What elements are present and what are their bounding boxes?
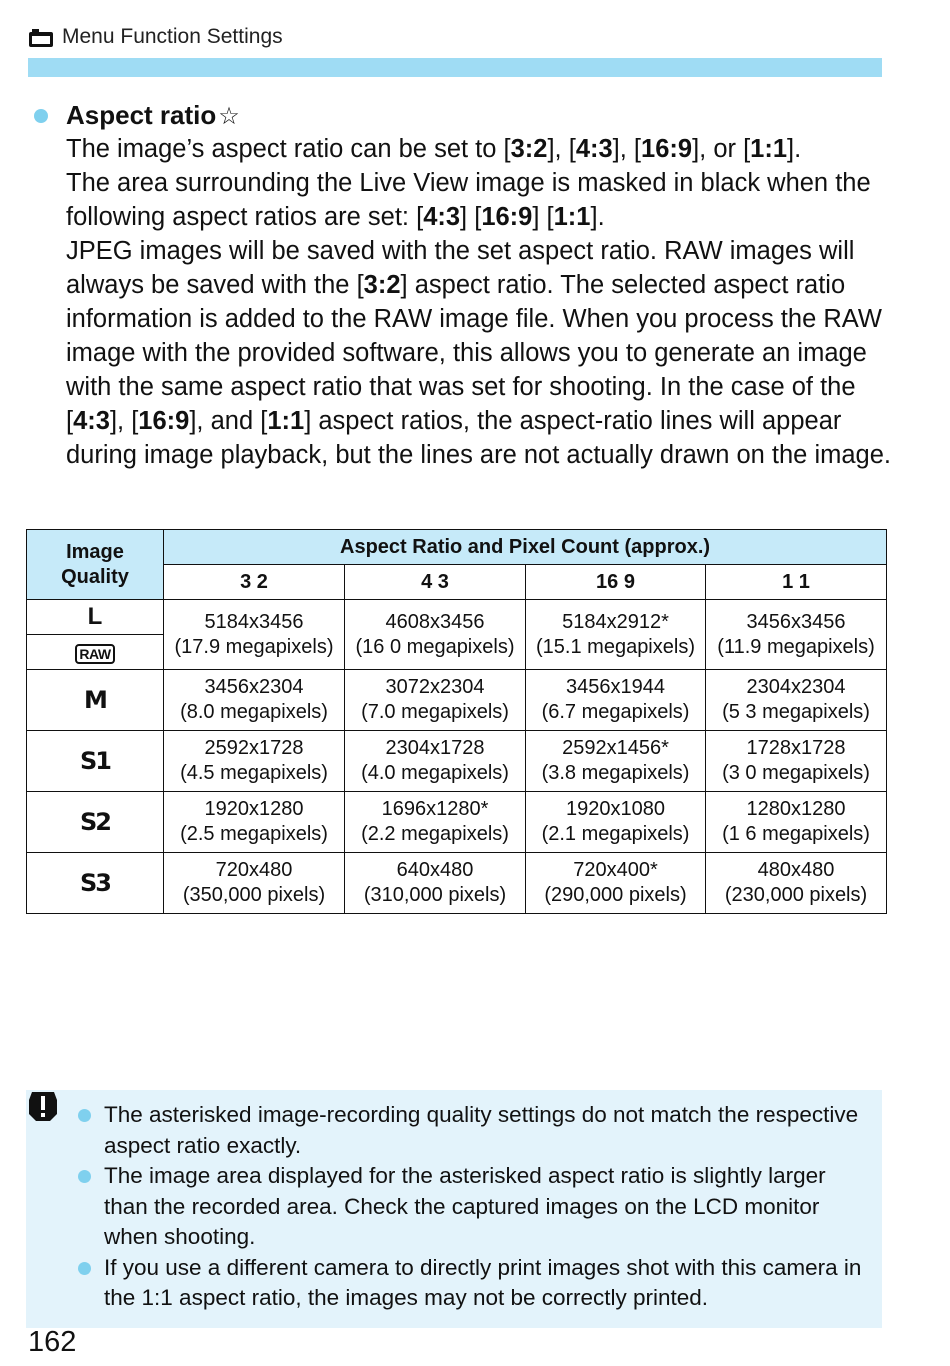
bullet-icon: [34, 109, 48, 123]
text-run: ], [: [109, 407, 139, 435]
list-item: [74, 1161, 864, 1253]
text-run: ], and [: [189, 407, 268, 435]
image-quality-header: [27, 530, 164, 600]
bullet-icon: [78, 1262, 91, 1275]
table-cell: [164, 792, 345, 853]
aspect-ratio-pixel-header: Aspect Ratio and Pixel Count (approx.): [164, 530, 887, 565]
table-cell: [345, 853, 526, 914]
star-icon: ☆: [218, 103, 240, 130]
text-run: ] aspect ratios, the aspect-ratio lines will appear during image playback, but the lines are not actually drawn on the image.: [66, 407, 891, 469]
pixel-count: (3.8 megapixels): [541, 762, 690, 784]
text-run: ] [: [460, 203, 482, 231]
pixel-dimensions: 1728x1728: [746, 737, 846, 759]
pixel-count: (290,000 pixels): [544, 884, 687, 906]
pixel-dimensions: 2304x2304: [746, 676, 846, 698]
table-cell: [706, 670, 887, 731]
pixel-count: (16 0 megapixels): [355, 635, 515, 658]
pixel-count: (1 6 megapixels): [722, 823, 870, 845]
table-cell: [345, 600, 526, 670]
table-row: [27, 670, 887, 731]
pixel-count: (310,000 pixels): [363, 884, 507, 906]
page-header: [28, 22, 283, 52]
table-cell: [526, 731, 706, 792]
pixel-count: (3 0 megapixels): [722, 762, 870, 784]
paragraph-settable-ratios: [66, 132, 896, 166]
aspect-ratio-table: [26, 529, 887, 914]
text-run: ], [: [612, 135, 642, 163]
quality-label-s3: S3: [27, 853, 164, 914]
table-cell: [345, 670, 526, 731]
quality-label-raw: [27, 635, 164, 670]
camera-icon: [28, 28, 54, 46]
pixel-dimensions: 3456x1944: [566, 676, 665, 698]
header-accent-bar: [28, 58, 882, 77]
paragraph-live-view-mask: [66, 166, 896, 234]
pixel-dimensions: 3456x3456: [746, 610, 846, 633]
ratio-header-16-9: 16 9: [526, 565, 706, 600]
ratio-value: 4:3: [575, 135, 613, 163]
pixel-count: (7.0 megapixels): [361, 701, 509, 723]
table-cell: [164, 670, 345, 731]
list-item: [74, 1100, 864, 1161]
pixel-dimensions: 3072x2304: [385, 676, 485, 698]
pixel-dimensions: 2592x1456*: [562, 737, 669, 759]
table-cell: [164, 853, 345, 914]
text-run: ], [: [547, 135, 576, 163]
table-cell: [526, 670, 706, 731]
image-quality-header-line1: Image: [66, 540, 124, 563]
text-run: The area surrounding the Live View image is masked in black when the following aspect ratios are set: [: [66, 169, 871, 231]
table-cell: [706, 600, 887, 670]
table-cell: [345, 731, 526, 792]
table-cell: [526, 600, 706, 670]
text-run: JPEG images will be saved with the set aspect ratio. RAW images will always be saved with the [: [66, 237, 855, 299]
text-run: ].: [590, 203, 605, 231]
pixel-count: (15.1 megapixels): [536, 635, 695, 658]
table-cell: [706, 792, 887, 853]
quality-label-l: L: [27, 600, 164, 635]
table-cell: [345, 792, 526, 853]
ratio-value: 4:3: [423, 203, 461, 231]
table-row: [27, 731, 887, 792]
bullet-icon: [78, 1170, 91, 1183]
ratio-value: 3:2: [510, 135, 548, 163]
text-run: The image’s aspect ratio can be set to [: [66, 135, 511, 163]
table-cell: [706, 853, 887, 914]
pixel-count: (2.1 megapixels): [541, 823, 690, 845]
ratio-value: 16:9: [138, 407, 190, 435]
pixel-count: (5 3 megapixels): [722, 701, 870, 723]
section-title: [66, 96, 240, 136]
list-item: [74, 1253, 864, 1314]
pixel-dimensions: 2592x1728: [204, 737, 304, 759]
pixel-count: (6.7 megapixels): [541, 701, 690, 723]
caution-box: [26, 1090, 882, 1328]
pixel-dimensions: 720x400*: [573, 859, 658, 881]
ratio-value: 16:9: [481, 203, 533, 231]
pixel-dimensions: 1280x1280: [746, 798, 846, 820]
pixel-dimensions: 640x480: [396, 859, 474, 881]
caution-text: The asterisked image-recording quality settings do not match the respective aspect ratio exactly.: [104, 1102, 859, 1158]
table-row: [27, 853, 887, 914]
caution-list: [74, 1100, 864, 1314]
table-cell: [164, 600, 345, 670]
pixel-dimensions: 4608x3456: [385, 610, 485, 633]
pixel-count: (350,000 pixels): [182, 884, 326, 906]
section-body: [66, 132, 896, 472]
pixel-count: (4.5 megapixels): [180, 762, 328, 784]
ratio-value: 4:3: [73, 407, 110, 435]
pixel-dimensions: 1920x1080: [566, 798, 665, 820]
ratio-header-3-2: 3 2: [164, 565, 345, 600]
bullet-icon: [78, 1109, 91, 1122]
paragraph-jpeg-raw: [66, 234, 896, 472]
pixel-count: (2.5 megapixels): [180, 823, 328, 845]
quality-label-s1: S1: [27, 731, 164, 792]
ratio-value: 1:1: [267, 407, 305, 435]
pixel-count: (230,000 pixels): [724, 884, 868, 906]
table-row: [27, 600, 887, 635]
quality-label-m: M: [27, 670, 164, 731]
ratio-header-4-3: 4 3: [345, 565, 526, 600]
pixel-dimensions: 2304x1728: [385, 737, 485, 759]
pixel-count: (8.0 megapixels): [180, 701, 328, 723]
pixel-count: (2.2 megapixels): [361, 823, 509, 845]
pixel-dimensions: 3456x2304: [204, 676, 304, 698]
pixel-count: (17.9 megapixels): [174, 635, 334, 658]
table-cell: [164, 731, 345, 792]
section-title-text: Aspect ratio: [66, 100, 217, 130]
image-quality-header-line2: Quality: [61, 565, 129, 588]
pixel-dimensions: 480x480: [757, 859, 835, 881]
ratio-value: 1:1: [553, 203, 591, 231]
pixel-dimensions: 1696x1280*: [381, 798, 489, 820]
page-number: 162: [28, 1326, 77, 1358]
table-cell: [526, 792, 706, 853]
table-cell: [526, 853, 706, 914]
ratio-value: 1:1: [750, 135, 788, 163]
raw-icon: RAW: [75, 644, 114, 664]
pixel-count: (4.0 megapixels): [361, 762, 509, 784]
quality-label-s2: S2: [27, 792, 164, 853]
table-cell: [706, 731, 887, 792]
pixel-dimensions: 720x480: [215, 859, 293, 881]
ratio-header-1-1: 1 1: [706, 565, 887, 600]
caution-icon: [28, 1090, 58, 1122]
pixel-count: (11.9 megapixels): [717, 635, 875, 658]
ratio-value: 3:2: [363, 271, 401, 299]
text-run: ] [: [532, 203, 554, 231]
pixel-dimensions: 5184x3456: [204, 610, 304, 633]
text-run: ], or [: [692, 135, 751, 163]
header-title: Menu Function Settings: [62, 25, 283, 48]
caution-text: The image area displayed for the asterisked aspect ratio is slightly larger than the recorded area. Check the captured images on the LCD monitor when shooting.: [104, 1163, 826, 1249]
caution-text: If you use a different camera to directly print images shot with this camera in the 1:1 aspect ratio, the images may not be correctly printed.: [104, 1254, 862, 1310]
pixel-dimensions: 5184x2912*: [562, 610, 669, 633]
text-run: ] aspect ratio. The selected aspect ratio information is added to the RAW image file. When you process the RAW image with the provided software, this allows you to generate an image with the same aspect ratio that was set for shooting. In the case of the [: [66, 271, 882, 435]
ratio-value: 16:9: [641, 135, 693, 163]
text-run: ].: [787, 135, 802, 163]
table-row: [27, 792, 887, 853]
pixel-dimensions: 1920x1280: [204, 798, 304, 820]
